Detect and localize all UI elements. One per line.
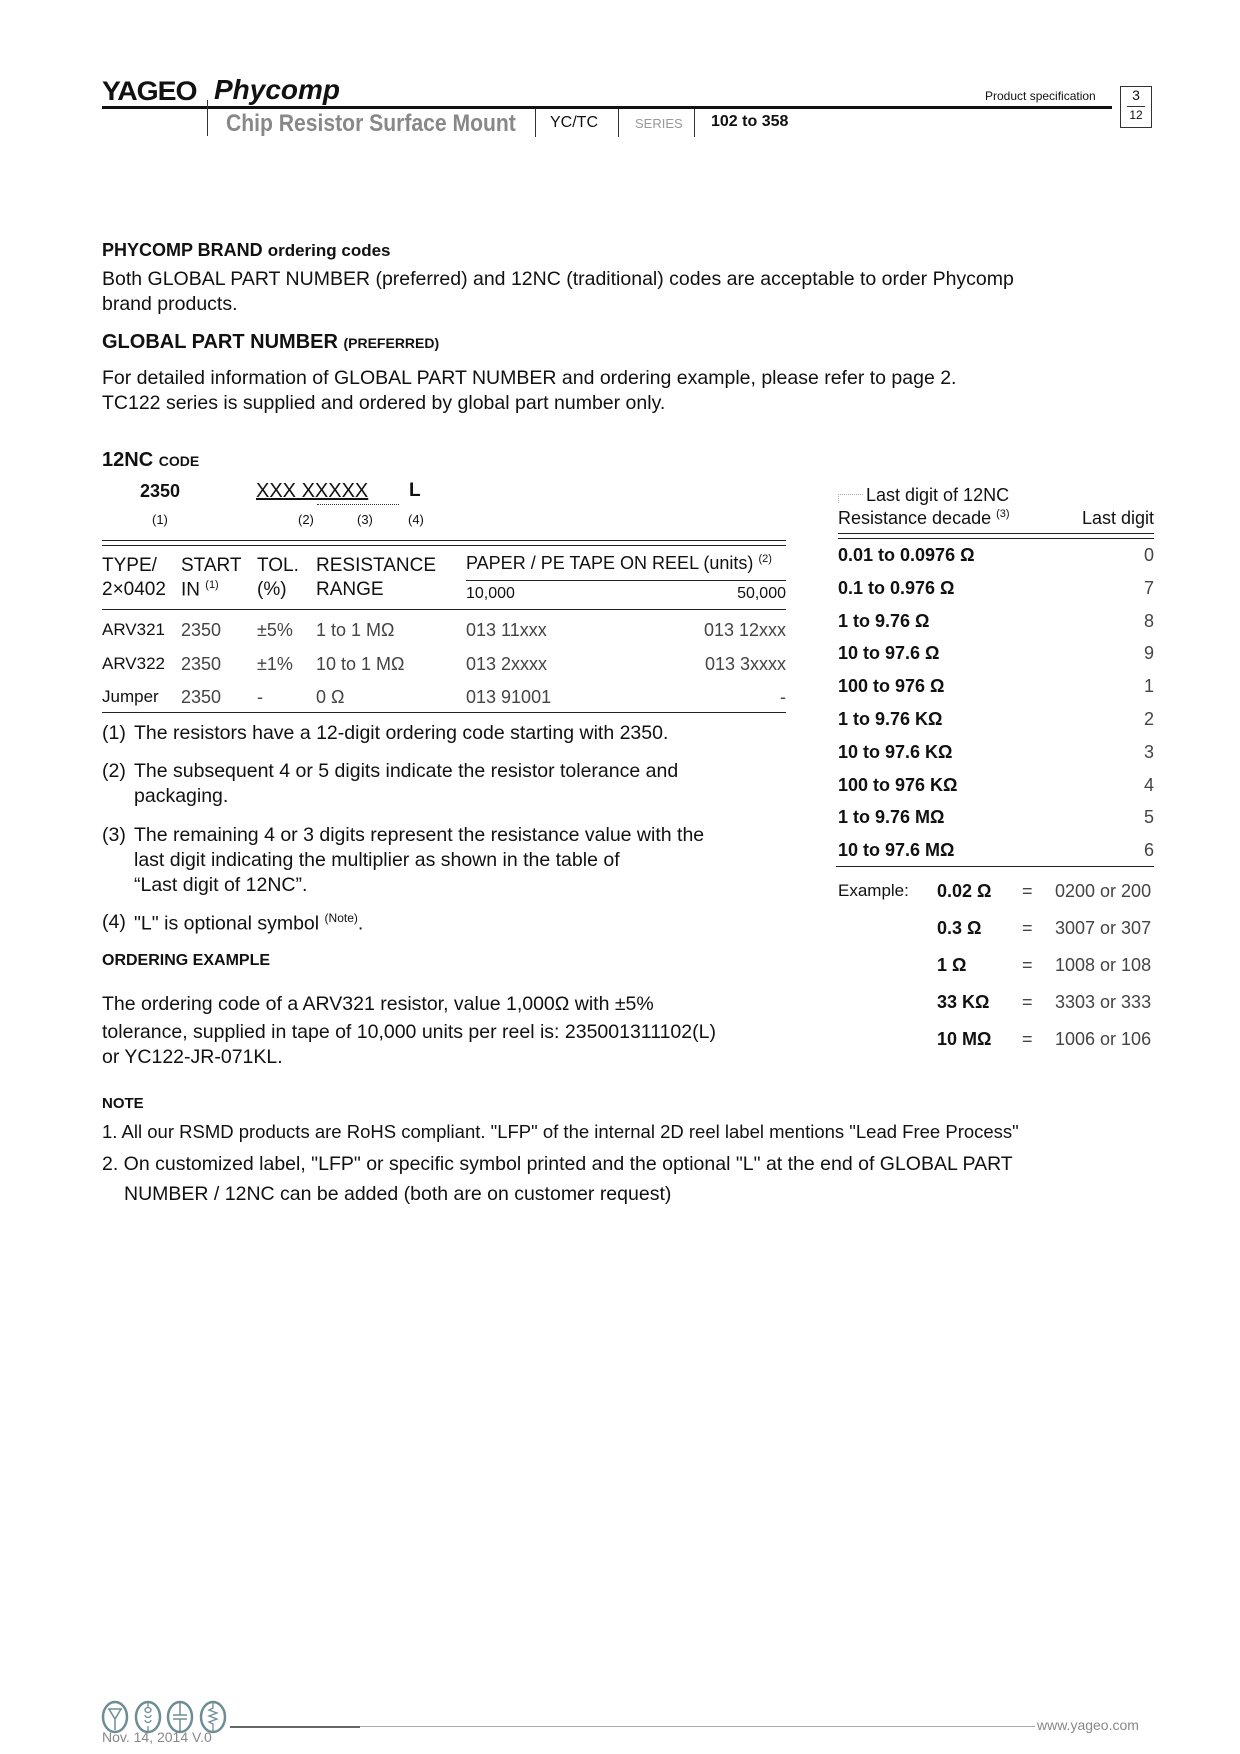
table-corner-mark [838,494,863,503]
cell-type: ARV321 [102,620,166,639]
last-digit: 0 [1143,545,1154,565]
marker: (1) [152,512,168,527]
resistance-decade: 1 to 9.76 MΩ [838,807,945,828]
example-code: 0200 or 200 [1055,881,1152,901]
col-header-type: 2×0402 [102,579,166,600]
resistance-decade: 100 to 976 KΩ [838,774,958,795]
last-digit: 1 [1143,676,1154,697]
last-digit: 3 [1143,741,1154,762]
page-number-box [1120,86,1152,128]
equals-sign: = [1022,918,1033,938]
yageo-logo: YAGEO [102,76,197,106]
divider [535,109,536,137]
code-prefix: 2350 [140,481,181,501]
last-digit: 4 [1143,774,1154,795]
col-header-range: RANGE [316,579,384,600]
divider [207,100,208,136]
footnote-number: (4) [102,911,126,933]
cell-start: 2350 [181,687,222,707]
cell-tol: - [257,687,263,707]
cell-range: 10 to 1 MΩ [316,654,405,674]
cell-type: Jumper [102,687,159,706]
col-header-tol: TOL. [257,555,299,576]
example-value: 33 KΩ [937,992,990,1012]
example-value: 10 MΩ [937,1029,992,1049]
divider [466,580,786,581]
page-total: 12 [1129,108,1143,122]
ordering-text: The ordering code of a ARV321 resistor, value 1,000Ω with ±5% [102,993,654,1015]
example-value: 0.02 Ω [937,881,992,901]
cell-qty2: - [780,687,786,707]
col-header-range: RESISTANCE [316,555,437,576]
ordering-text: tolerance, supplied in tape of 10,000 units per reel is: 235001311102(L) [102,1021,716,1043]
brand-heading: PHYCOMP BRAND ordering codes [102,240,391,260]
cell-qty1: 013 91001 [466,687,552,707]
marker: (4) [408,512,424,527]
resistance-decade: 10 to 97.6 MΩ [838,840,955,861]
cell-tol: ±5% [257,620,293,640]
cell-range: 0 Ω [316,687,345,707]
marker: (2) [298,512,314,527]
divider [836,866,1154,867]
cell-qty2: 013 12xxx [703,620,786,640]
footnote-number: (3) [102,824,126,846]
col-header-tol: (%) [257,579,287,600]
example-value: 1 Ω [937,955,967,975]
intro-text: brand products. [102,293,238,315]
example-code: 1008 or 108 [1055,955,1152,975]
gpn-text: For detailed information of GLOBAL PART NUMBER and ordering example, please refer to page 2. [102,367,957,389]
equals-sign: = [1022,881,1033,901]
last-digit: 6 [1143,840,1154,861]
lastdigit-title: Last digit of 12NC [866,485,1010,505]
series-label: SERIES [635,116,683,131]
last-digit: 2 [1143,709,1154,729]
footnote-text: The resistors have a 12-digit ordering code starting with 2350. [134,722,669,744]
footer-rule [230,1726,360,1728]
footer-date: Nov. 14, 2014 V.0 [102,1729,212,1745]
footnote-text: last digit indicating the multiplier as shown in the table of [134,849,620,871]
resistance-decade: 0.1 to 0.976 Ω [838,577,955,598]
divider [838,533,1154,539]
footnote-number: (1) [102,722,126,744]
example-code: 3007 or 307 [1055,918,1152,938]
cell-start: 2350 [181,620,222,640]
col-header-type: TYPE/ [102,555,157,576]
gpn-heading: GLOBAL PART NUMBER (PREFERRED) [102,331,440,353]
divider [618,109,619,137]
12nc-heading: 12NC CODE [102,449,200,471]
doc-title: Chip Resistor Surface Mount [226,110,516,137]
col-header-start: START [181,555,242,576]
cell-qty2: 013 3xxxx [704,654,786,674]
example-value: 0.3 Ω [937,918,982,938]
ordering-text: or YC122-JR-071KL. [102,1046,283,1068]
example-label: Example: [838,881,909,900]
example-code: 1006 or 106 [1055,1029,1152,1049]
table-top-rule [102,540,786,546]
equals-sign: = [1022,1029,1033,1049]
divider [102,609,786,610]
note-item: NUMBER / 12NC can be added (both are on customer request) [124,1183,672,1205]
resistance-decade: 0.01 to 0.0976 Ω [838,545,975,565]
table-bottom-rule [102,712,786,713]
intro-text: Both GLOBAL PART NUMBER (preferred) and 12NC (traditional) codes are acceptable to order Phycomp [102,268,1014,290]
spec-label: Product specification [985,89,1096,103]
lastdigit-col1: Resistance decade $^{(3)}$ [838,508,1010,528]
footer-rule [360,1726,1035,1727]
resistance-decade: 10 to 97.6 Ω [838,643,940,664]
footnote-text: The remaining 4 or 3 digits represent the resistance value with the [134,824,705,846]
col-header-start: IN $^{(1)}$ [181,579,219,601]
code-suffix: L [409,480,421,501]
code-pattern: XXX XXXXX [256,480,369,502]
resistance-decade: 1 to 9.76 KΩ [838,709,943,729]
cell-tol: ±1% [257,654,293,674]
note-item: 1. All our RSMD products are RoHS compliant. "LFP" of the internal 2D reel label mentions "Lead Free Process" [102,1121,1019,1142]
footnote-text: “Last digit of 12NC”. [134,874,308,896]
phycomp-logo: Phycomp [214,74,341,105]
lastdigit-col2: Last digit [1081,508,1154,528]
page-number: 3 [1132,87,1140,103]
resistance-decade: 10 to 97.6 KΩ [838,741,953,762]
divider [694,109,695,137]
code-dotted-underline [317,504,399,505]
series-range: 102 to 358 [711,113,789,130]
last-digit: 8 [1143,610,1154,631]
footnote-number: (2) [102,760,126,782]
cell-qty1: 013 11xxx [466,620,547,640]
footnote-text: The subsequent 4 or 5 digits indicate the resistor tolerance and [134,760,679,782]
series-name: YC/TC [550,114,598,131]
example-code: 3303 or 333 [1055,992,1152,1012]
col-header-qty2: 50,000 [737,585,786,602]
col-header-qty1: 10,000 [466,585,515,602]
marker: (3) [357,512,373,527]
col-header-reel: PAPER / PE TAPE ON REEL (units) $^{(2)}$ [466,553,772,573]
last-digit: 9 [1143,643,1154,664]
resistance-decade: 100 to 976 Ω [838,676,945,697]
last-digit: 5 [1143,807,1154,828]
cell-qty1: 013 2xxxx [466,654,548,674]
header-rule [102,106,1112,109]
footnote-text: packaging. [134,785,229,807]
footer-url[interactable]: www.yageo.com [1037,1717,1139,1733]
cell-start: 2350 [181,654,222,674]
cell-range: 1 to 1 MΩ [316,620,395,640]
cell-type: ARV322 [102,654,166,673]
footnote-text: "L" is optional symbol $^{(Note)}$. [134,911,364,935]
note-item: 2. On customized label, "LFP" or specific symbol printed and the optional "L" at the end of GLOBAL PART [102,1153,1013,1175]
resistance-decade: 1 to 9.76 Ω [838,610,930,631]
equals-sign: = [1022,955,1033,975]
gpn-text: TC122 series is supplied and ordered by global part number only. [102,392,666,414]
ordering-heading: ORDERING EXAMPLE [102,952,271,969]
note-heading: NOTE [102,1095,144,1112]
last-digit: 7 [1143,577,1154,598]
equals-sign: = [1022,992,1033,1012]
